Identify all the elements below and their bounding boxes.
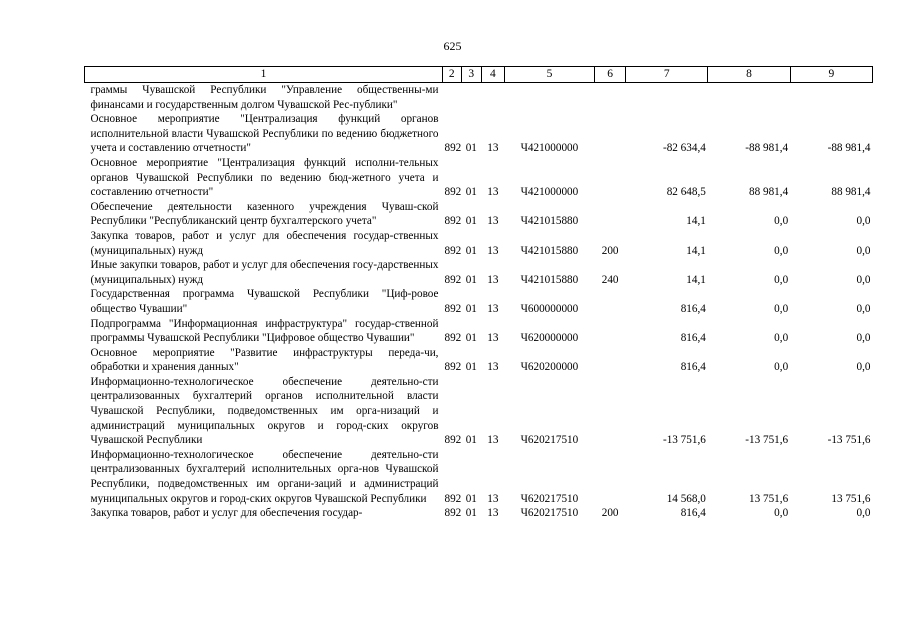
cell-amount-2: 88 981,4 xyxy=(749,186,789,199)
cell-target-code: Ч421000000 xyxy=(520,142,579,155)
cell-subsection: 13 xyxy=(487,361,499,374)
cell-gov: 892 xyxy=(444,215,462,228)
column-header: 5 xyxy=(504,67,595,83)
cell-section: 01 xyxy=(465,273,477,286)
cell-item-name: Закупка товаров, работ и услуг для обеспечения государ-ственных (муниципальных) нужд xyxy=(90,229,439,257)
cell-subsection: 13 xyxy=(487,302,499,315)
cell-section: 01 xyxy=(465,361,477,374)
column-header: 7 xyxy=(626,67,708,83)
cell-item-name: Иные закупки товаров, работ и услуг для обеспечения госу-дарственных (муниципальных) нужд xyxy=(90,259,439,286)
cell-gov: 892 xyxy=(444,492,462,505)
cell-subsection: 13 xyxy=(487,273,499,286)
cell-amount-3 xyxy=(790,83,872,113)
cell-target-code: Ч600000000 xyxy=(520,302,579,315)
cell-item-name: Информационно-технологическое обеспечение деятельно-сти централизованных бухгалтерий органов исполнительной власти Чувашской Республики, подведомственных им орга-низаций и администраций муниципальных округов и город-ских округов Чувашской Республики xyxy=(90,375,439,447)
column-header: 3 xyxy=(461,67,482,83)
page-number: 625 xyxy=(443,39,462,53)
table-row xyxy=(85,346,873,375)
cell-amount-1: 816,4 xyxy=(680,332,706,345)
column-header: 2 xyxy=(442,67,461,83)
cell-amount-2: -88 981,4 xyxy=(745,142,789,155)
cell-item-name: Подпрограмма "Информационная инфраструктура" государ-ственной программы Чувашской Республики "Цифровое общество Чувашии" xyxy=(90,317,439,345)
cell-section: 01 xyxy=(465,507,477,520)
cell-gov: 892 xyxy=(444,361,462,374)
cell-section: 01 xyxy=(465,142,477,155)
cell-expense-type xyxy=(595,156,626,200)
cell-amount-1: 14,1 xyxy=(686,244,706,257)
cell-item-name: Информационно-технологическое обеспечение деятельно-сти централизованных бухгалтерий исполнительных орга-нов Чувашской Республики, подведомственных им органи-заций и администраций муниципальных округов и город-ских округов Чувашской Республики xyxy=(90,448,439,505)
table-row xyxy=(85,506,873,521)
cell-target-code: Ч421015880 xyxy=(520,215,579,228)
table-row xyxy=(85,287,873,316)
cell-item-name: Государственная программа Чувашской Республики "Циф-ровое общество Чувашии" xyxy=(90,288,439,315)
cell-subsection: 13 xyxy=(487,332,499,345)
cell-expense-type: 200 xyxy=(601,507,619,520)
cell-amount-1: -13 751,6 xyxy=(662,434,706,447)
cell-subsection: 13 xyxy=(487,507,499,520)
cell-amount-3: 0,0 xyxy=(856,507,871,520)
cell-target-code: Ч620000000 xyxy=(520,332,579,345)
cell-gov: 892 xyxy=(444,507,462,520)
cell-target-code: Ч421015880 xyxy=(520,273,579,286)
cell-section xyxy=(461,83,482,113)
cell-item-name: Закупка товаров, работ и услуг для обеспечения государ- xyxy=(90,507,363,520)
cell-amount-2: 0,0 xyxy=(774,215,789,228)
table-row xyxy=(85,258,873,287)
cell-expense-type xyxy=(595,346,626,375)
cell-subsection: 13 xyxy=(487,142,499,155)
cell-gov: 892 xyxy=(444,434,462,447)
table-row xyxy=(85,229,873,258)
cell-amount-2: -13 751,6 xyxy=(745,434,789,447)
table-row xyxy=(85,375,873,448)
cell-amount-2: 0,0 xyxy=(774,244,789,257)
cell-amount-1: 14,1 xyxy=(686,273,706,286)
cell-section: 01 xyxy=(465,215,477,228)
cell-target-code: Ч620200000 xyxy=(520,361,579,374)
cell-amount-3: 13 751,6 xyxy=(831,492,871,505)
table-row xyxy=(85,112,873,156)
table-row xyxy=(85,83,873,113)
cell-subsection: 13 xyxy=(487,186,499,199)
cell-section: 01 xyxy=(465,434,477,447)
column-header: 6 xyxy=(595,67,626,83)
table-row xyxy=(85,156,873,200)
cell-expense-type xyxy=(595,287,626,316)
cell-amount-3: 0,0 xyxy=(856,244,871,257)
column-header: 4 xyxy=(482,67,505,83)
cell-expense-type xyxy=(595,375,626,448)
cell-target-code xyxy=(504,83,595,113)
cell-expense-type xyxy=(595,317,626,346)
cell-item-name: Основное мероприятие "Развитие инфраструктуры переда-чи, обработки и хранения данных" xyxy=(90,346,439,374)
cell-amount-2 xyxy=(708,83,790,113)
cell-expense-type xyxy=(595,112,626,156)
cell-section: 01 xyxy=(465,332,477,345)
cell-gov xyxy=(442,83,461,113)
cell-amount-2: 0,0 xyxy=(774,273,789,286)
cell-subsection: 13 xyxy=(487,215,499,228)
cell-section: 01 xyxy=(465,186,477,199)
cell-amount-2: 13 751,6 xyxy=(749,492,789,505)
cell-item-name: граммы Чувашской Республики "Управление общественны-ми финансами и государственным долгом Чувашской Рес-публики" xyxy=(90,84,439,111)
cell-amount-3: 0,0 xyxy=(856,302,871,315)
cell-amount-2: 0,0 xyxy=(774,302,789,315)
cell-expense-type xyxy=(595,83,626,113)
cell-expense-type: 240 xyxy=(601,273,619,286)
cell-amount-1: 816,4 xyxy=(680,361,706,374)
cell-gov: 892 xyxy=(444,244,462,257)
cell-expense-type xyxy=(595,448,626,506)
cell-expense-type xyxy=(595,200,626,229)
cell-amount-2: 0,0 xyxy=(774,361,789,374)
cell-amount-3: 88 981,4 xyxy=(831,186,871,199)
cell-subsection: 13 xyxy=(487,492,499,505)
budget-table xyxy=(84,66,873,521)
cell-subsection: 13 xyxy=(487,434,499,447)
column-header: 1 xyxy=(85,67,443,83)
cell-amount-2: 0,0 xyxy=(774,507,789,520)
cell-amount-3: 0,0 xyxy=(856,215,871,228)
cell-gov: 892 xyxy=(444,186,462,199)
cell-target-code: Ч620217510 xyxy=(520,434,579,447)
cell-amount-3: 0,0 xyxy=(856,361,871,374)
cell-gov: 892 xyxy=(444,302,462,315)
cell-subsection xyxy=(482,83,505,113)
cell-target-code: Ч620217510 xyxy=(520,507,579,520)
cell-item-name: Обеспечение деятельности казенного учреждения Чуваш-ской Республики "Республиканский центр бухгалтерского учета" xyxy=(90,200,439,228)
cell-amount-3: 0,0 xyxy=(856,273,871,286)
cell-target-code: Ч421000000 xyxy=(520,186,579,199)
cell-amount-1: -82 634,4 xyxy=(662,142,706,155)
cell-amount-1: 82 648,5 xyxy=(666,186,706,199)
cell-amount-3: -88 981,4 xyxy=(827,142,871,155)
cell-item-name: Основное мероприятие "Централизация функций органов исполнительной власти Чувашской Республики по ведению бюджетного учета и составлению отчетности" xyxy=(90,113,439,155)
table-row xyxy=(85,317,873,346)
cell-amount-3: -13 751,6 xyxy=(827,434,871,447)
cell-section: 01 xyxy=(465,302,477,315)
cell-section: 01 xyxy=(465,244,477,257)
cell-amount-1 xyxy=(626,83,708,113)
cell-target-code: Ч421015880 xyxy=(520,244,579,257)
cell-subsection: 13 xyxy=(487,244,499,257)
cell-gov: 892 xyxy=(444,142,462,155)
cell-amount-1: 14,1 xyxy=(686,215,706,228)
cell-target-code: Ч620217510 xyxy=(520,492,579,505)
table-row xyxy=(85,448,873,506)
cell-item-name: Основное мероприятие "Централизация функций исполни-тельных органов Чувашской Республики по ведению бюд-жетного учета и составлению отчетности" xyxy=(90,156,439,199)
column-header: 9 xyxy=(790,67,872,83)
cell-amount-2: 0,0 xyxy=(774,332,789,345)
cell-amount-3: 0,0 xyxy=(856,332,871,345)
table-header-row xyxy=(85,67,873,83)
table-row xyxy=(85,200,873,229)
cell-section: 01 xyxy=(465,492,477,505)
cell-gov: 892 xyxy=(444,273,462,286)
cell-amount-1: 816,4 xyxy=(680,507,706,520)
cell-gov: 892 xyxy=(444,332,462,345)
cell-expense-type: 200 xyxy=(601,244,619,257)
cell-amount-1: 816,4 xyxy=(680,302,706,315)
cell-amount-1: 14 568,0 xyxy=(666,492,706,505)
column-header: 8 xyxy=(708,67,790,83)
